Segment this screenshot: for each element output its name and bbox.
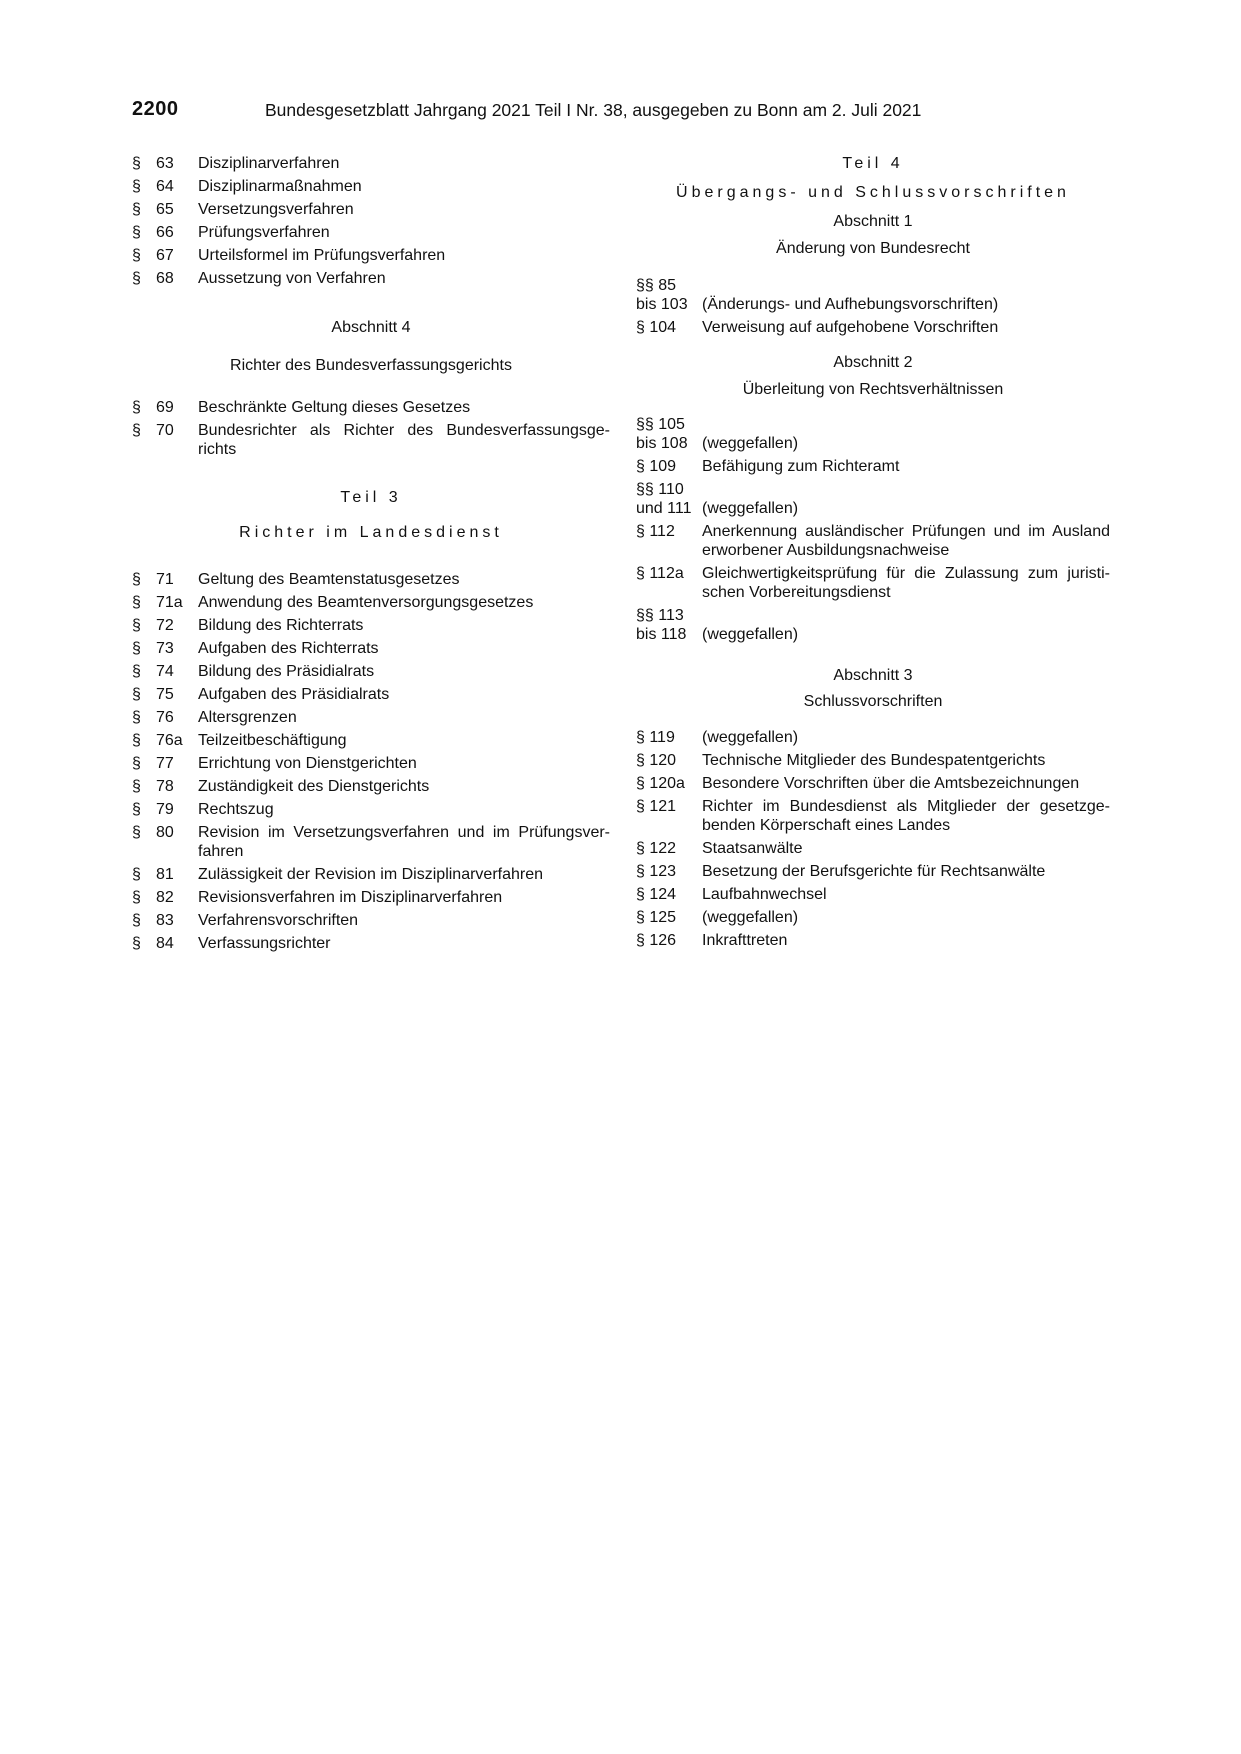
toc-entry <box>636 862 1110 881</box>
section-number: 68 <box>156 270 174 287</box>
toc-group <box>636 276 1110 337</box>
section-symbol: § <box>132 270 141 287</box>
section-symbol: § <box>132 709 141 726</box>
section-number: 76a <box>156 732 183 749</box>
section-number: 74 <box>156 663 174 680</box>
toc-entry <box>132 865 610 884</box>
toc-entry <box>132 246 610 265</box>
toc-entry <box>132 800 610 819</box>
section-number: 82 <box>156 889 174 906</box>
section-symbol: § <box>132 640 141 657</box>
section-symbol: § <box>132 912 141 929</box>
toc-entry <box>132 777 610 796</box>
toc-entry <box>132 421 610 459</box>
section-symbol: § <box>132 663 141 680</box>
section-title: (weggefallen) <box>702 435 799 452</box>
section-title: Bildung des Präsidialrats <box>198 663 375 680</box>
toc-group <box>636 728 1110 950</box>
section-number: 79 <box>156 801 174 818</box>
section-number: 66 <box>156 224 174 241</box>
section-title: Errichtung von Dienstgerichten <box>198 755 417 772</box>
abschnitt-title: Richter des Bundesverfassungsgerichts <box>230 357 512 374</box>
abschnitt-heading: Abschnitt 1 <box>833 213 913 230</box>
toc-entry <box>636 774 1110 793</box>
abschnitt-heading: Abschnitt 2 <box>833 354 913 371</box>
section-range-end: bis 118 <box>636 626 687 643</box>
section-ref: § 123 <box>636 863 677 880</box>
abschnitt-heading: Abschnitt 3 <box>833 667 913 684</box>
section-title: Aufgaben des Präsidialrats <box>198 686 390 703</box>
section-title: Prüfungsverfahren <box>198 224 330 241</box>
section-number: 69 <box>156 399 174 416</box>
section-title: Gleichwertigkeitsprüfung für die Zulassung zum juristi-schen Vorbereitungsdienst <box>702 565 1110 601</box>
section-symbol: § <box>132 224 141 241</box>
section-number: 71a <box>156 594 183 611</box>
section-title: Verfahrensvorschriften <box>198 912 359 929</box>
toc-entry <box>636 931 1110 950</box>
toc-entry <box>636 751 1110 770</box>
section-ref: § 109 <box>636 458 677 475</box>
section-title: Versetzungsverfahren <box>198 201 354 218</box>
toc-group <box>132 154 610 288</box>
toc-entry <box>132 823 610 861</box>
section-range-end: und 111 <box>636 500 692 517</box>
toc-entry-range <box>636 415 1110 453</box>
teil-title: Richter im Landesdienst <box>239 524 503 541</box>
toc-entry <box>132 731 610 750</box>
section-range-start: §§ 85 <box>636 277 677 294</box>
section-symbol: § <box>132 755 141 772</box>
toc-entry <box>636 885 1110 904</box>
section-symbol: § <box>132 824 141 841</box>
toc-entry <box>132 662 610 681</box>
section-number: 70 <box>156 422 174 439</box>
toc-entry <box>132 616 610 635</box>
section-title: Verfassungsrichter <box>198 935 331 952</box>
toc-entry-range <box>636 606 1110 644</box>
toc-entry <box>132 200 610 219</box>
toc-entry <box>132 754 610 773</box>
section-number: 64 <box>156 178 174 195</box>
page-header <box>132 98 1112 126</box>
abschnitt-title: Änderung von Bundesrecht <box>776 240 970 257</box>
section-number: 77 <box>156 755 174 772</box>
section-title: Revision im Versetzungsverfahren und im Prüfungsver-fahren <box>198 824 610 860</box>
section-number: 72 <box>156 617 174 634</box>
toc-entry <box>132 685 610 704</box>
toc-group <box>132 398 610 459</box>
section-title: Bundesrichter als Richter des Bundesverfassungsge-richts <box>198 422 610 458</box>
section-title: Besondere Vorschriften über die Amtsbezeichnungen <box>702 775 1080 792</box>
section-title: Befähigung zum Richteramt <box>702 458 900 475</box>
toc-entry <box>636 564 1110 602</box>
section-title: Laufbahnwechsel <box>702 886 827 903</box>
section-number: 71 <box>156 571 174 588</box>
section-symbol: § <box>132 686 141 703</box>
toc-entry <box>132 223 610 242</box>
section-ref: § 122 <box>636 840 677 857</box>
section-range-start: §§ 110 <box>636 481 684 498</box>
toc-group <box>132 570 610 953</box>
section-number: 83 <box>156 912 174 929</box>
section-title: Staatsanwälte <box>702 840 803 857</box>
section-symbol: § <box>132 571 141 588</box>
section-ref: § 121 <box>636 798 677 815</box>
section-title: Aufgaben des Richterrats <box>198 640 379 657</box>
section-ref: § 120a <box>636 775 685 792</box>
teil-title: Übergangs- und Schlussvorschriften <box>676 184 1070 201</box>
toc-entry <box>636 797 1110 835</box>
toc-entry <box>132 911 610 930</box>
section-title: Zuständigkeit des Dienstgerichts <box>198 778 430 795</box>
section-ref: § 120 <box>636 752 677 769</box>
section-title: Besetzung der Berufsgerichte für Rechtsanwälte <box>702 863 1046 880</box>
abschnitt-title: Schlussvorschriften <box>803 693 943 710</box>
toc-entry <box>132 639 610 658</box>
section-title: Technische Mitglieder des Bundespatentgerichts <box>702 752 1046 769</box>
toc-entry <box>636 522 1110 560</box>
section-title: Revisionsverfahren im Disziplinarverfahren <box>198 889 503 906</box>
section-number: 73 <box>156 640 174 657</box>
toc-entry <box>132 269 610 288</box>
section-number: 76 <box>156 709 174 726</box>
toc-entry <box>636 908 1110 927</box>
section-ref: § 119 <box>636 729 675 746</box>
section-range-start: §§ 105 <box>636 416 685 433</box>
section-title: Altersgrenzen <box>198 709 297 726</box>
section-title: Bildung des Richterrats <box>198 617 364 634</box>
section-symbol: § <box>132 889 141 906</box>
section-title: Verweisung auf aufgehobene Vorschriften <box>702 319 999 336</box>
section-number: 80 <box>156 824 174 841</box>
toc-entry <box>132 934 610 953</box>
section-number: 75 <box>156 686 174 703</box>
section-title: Richter im Bundesdienst als Mitglieder der gesetzge-benden Körperschaft eines Landes <box>702 798 1110 834</box>
section-title: Disziplinarverfahren <box>198 155 340 172</box>
section-symbol: § <box>132 732 141 749</box>
toc-entry <box>132 177 610 196</box>
section-title: Anwendung des Beamtenversorgungsgesetzes <box>198 594 534 611</box>
section-symbol: § <box>132 866 141 883</box>
section-title: Aussetzung von Verfahren <box>198 270 386 287</box>
teil-heading: Teil 4 <box>842 155 904 172</box>
section-title: Disziplinarmaßnahmen <box>198 178 362 195</box>
toc-entry <box>636 318 1110 337</box>
section-number: 65 <box>156 201 174 218</box>
toc-entry <box>636 728 1110 747</box>
toc-entry <box>636 839 1110 858</box>
section-ref: § 126 <box>636 932 677 949</box>
teil-heading: Teil 3 <box>340 489 402 506</box>
abschnitt-title: Überleitung von Rechtsverhältnissen <box>742 381 1004 398</box>
toc-entry <box>636 457 1110 476</box>
section-title: (weggefallen) <box>702 500 799 517</box>
section-symbol: § <box>132 594 141 611</box>
section-title: (Änderungs- und Aufhebungsvorschriften) <box>702 296 999 313</box>
section-title: (weggefallen) <box>702 729 799 746</box>
toc-group <box>636 415 1110 644</box>
header-text: Bundesgesetzblatt Jahrgang 2021 Teil I Nr. 38, ausgegeben zu Bonn am 2. Juli 2021 <box>265 100 922 120</box>
section-symbol: § <box>132 422 141 439</box>
section-number: 78 <box>156 778 174 795</box>
toc-entry <box>132 398 610 417</box>
section-symbol: § <box>132 935 141 952</box>
section-number: 63 <box>156 155 174 172</box>
section-number: 84 <box>156 935 174 952</box>
toc-entry-range <box>636 276 1110 314</box>
page-number: 2200 <box>132 98 179 120</box>
section-symbol: § <box>132 617 141 634</box>
section-title: (weggefallen) <box>702 626 799 643</box>
section-symbol: § <box>132 247 141 264</box>
right-column <box>636 154 1110 954</box>
section-title: Inkrafttreten <box>702 932 788 949</box>
toc-entry <box>132 593 610 612</box>
section-title: Anerkennung ausländischer Prüfungen und im Ausland erworbener Ausbildungsnachweise <box>702 523 1110 559</box>
section-title: Beschränkte Geltung dieses Gesetzes <box>198 399 471 416</box>
section-ref: § 124 <box>636 886 677 903</box>
section-title: Teilzeitbeschäftigung <box>198 732 347 749</box>
section-symbol: § <box>132 155 141 172</box>
section-title: Rechtszug <box>198 801 274 818</box>
section-number: 81 <box>156 866 174 883</box>
section-title: Geltung des Beamtenstatusgesetzes <box>198 571 460 588</box>
section-range-end: bis 103 <box>636 296 688 313</box>
section-ref: § 104 <box>636 319 677 336</box>
section-ref: § 112a <box>636 565 684 582</box>
section-symbol: § <box>132 801 141 818</box>
section-ref: § 112 <box>636 523 675 540</box>
section-symbol: § <box>132 399 141 416</box>
section-symbol: § <box>132 201 141 218</box>
toc-entry-range <box>636 480 1110 518</box>
abschnitt-heading: Abschnitt 4 <box>331 319 411 336</box>
section-ref: § 125 <box>636 909 677 926</box>
section-number: 67 <box>156 247 174 264</box>
toc-entry <box>132 570 610 589</box>
section-title: Urteilsformel im Prüfungsverfahren <box>198 247 446 264</box>
toc-entry <box>132 888 610 907</box>
section-range-start: §§ 113 <box>636 607 684 624</box>
toc-entry <box>132 708 610 727</box>
toc-entry <box>132 154 610 173</box>
left-column <box>132 154 610 957</box>
section-symbol: § <box>132 778 141 795</box>
section-title: Zulässigkeit der Revision im Disziplinarverfahren <box>198 866 544 883</box>
section-range-end: bis 108 <box>636 435 688 452</box>
section-symbol: § <box>132 178 141 195</box>
section-title: (weggefallen) <box>702 909 799 926</box>
